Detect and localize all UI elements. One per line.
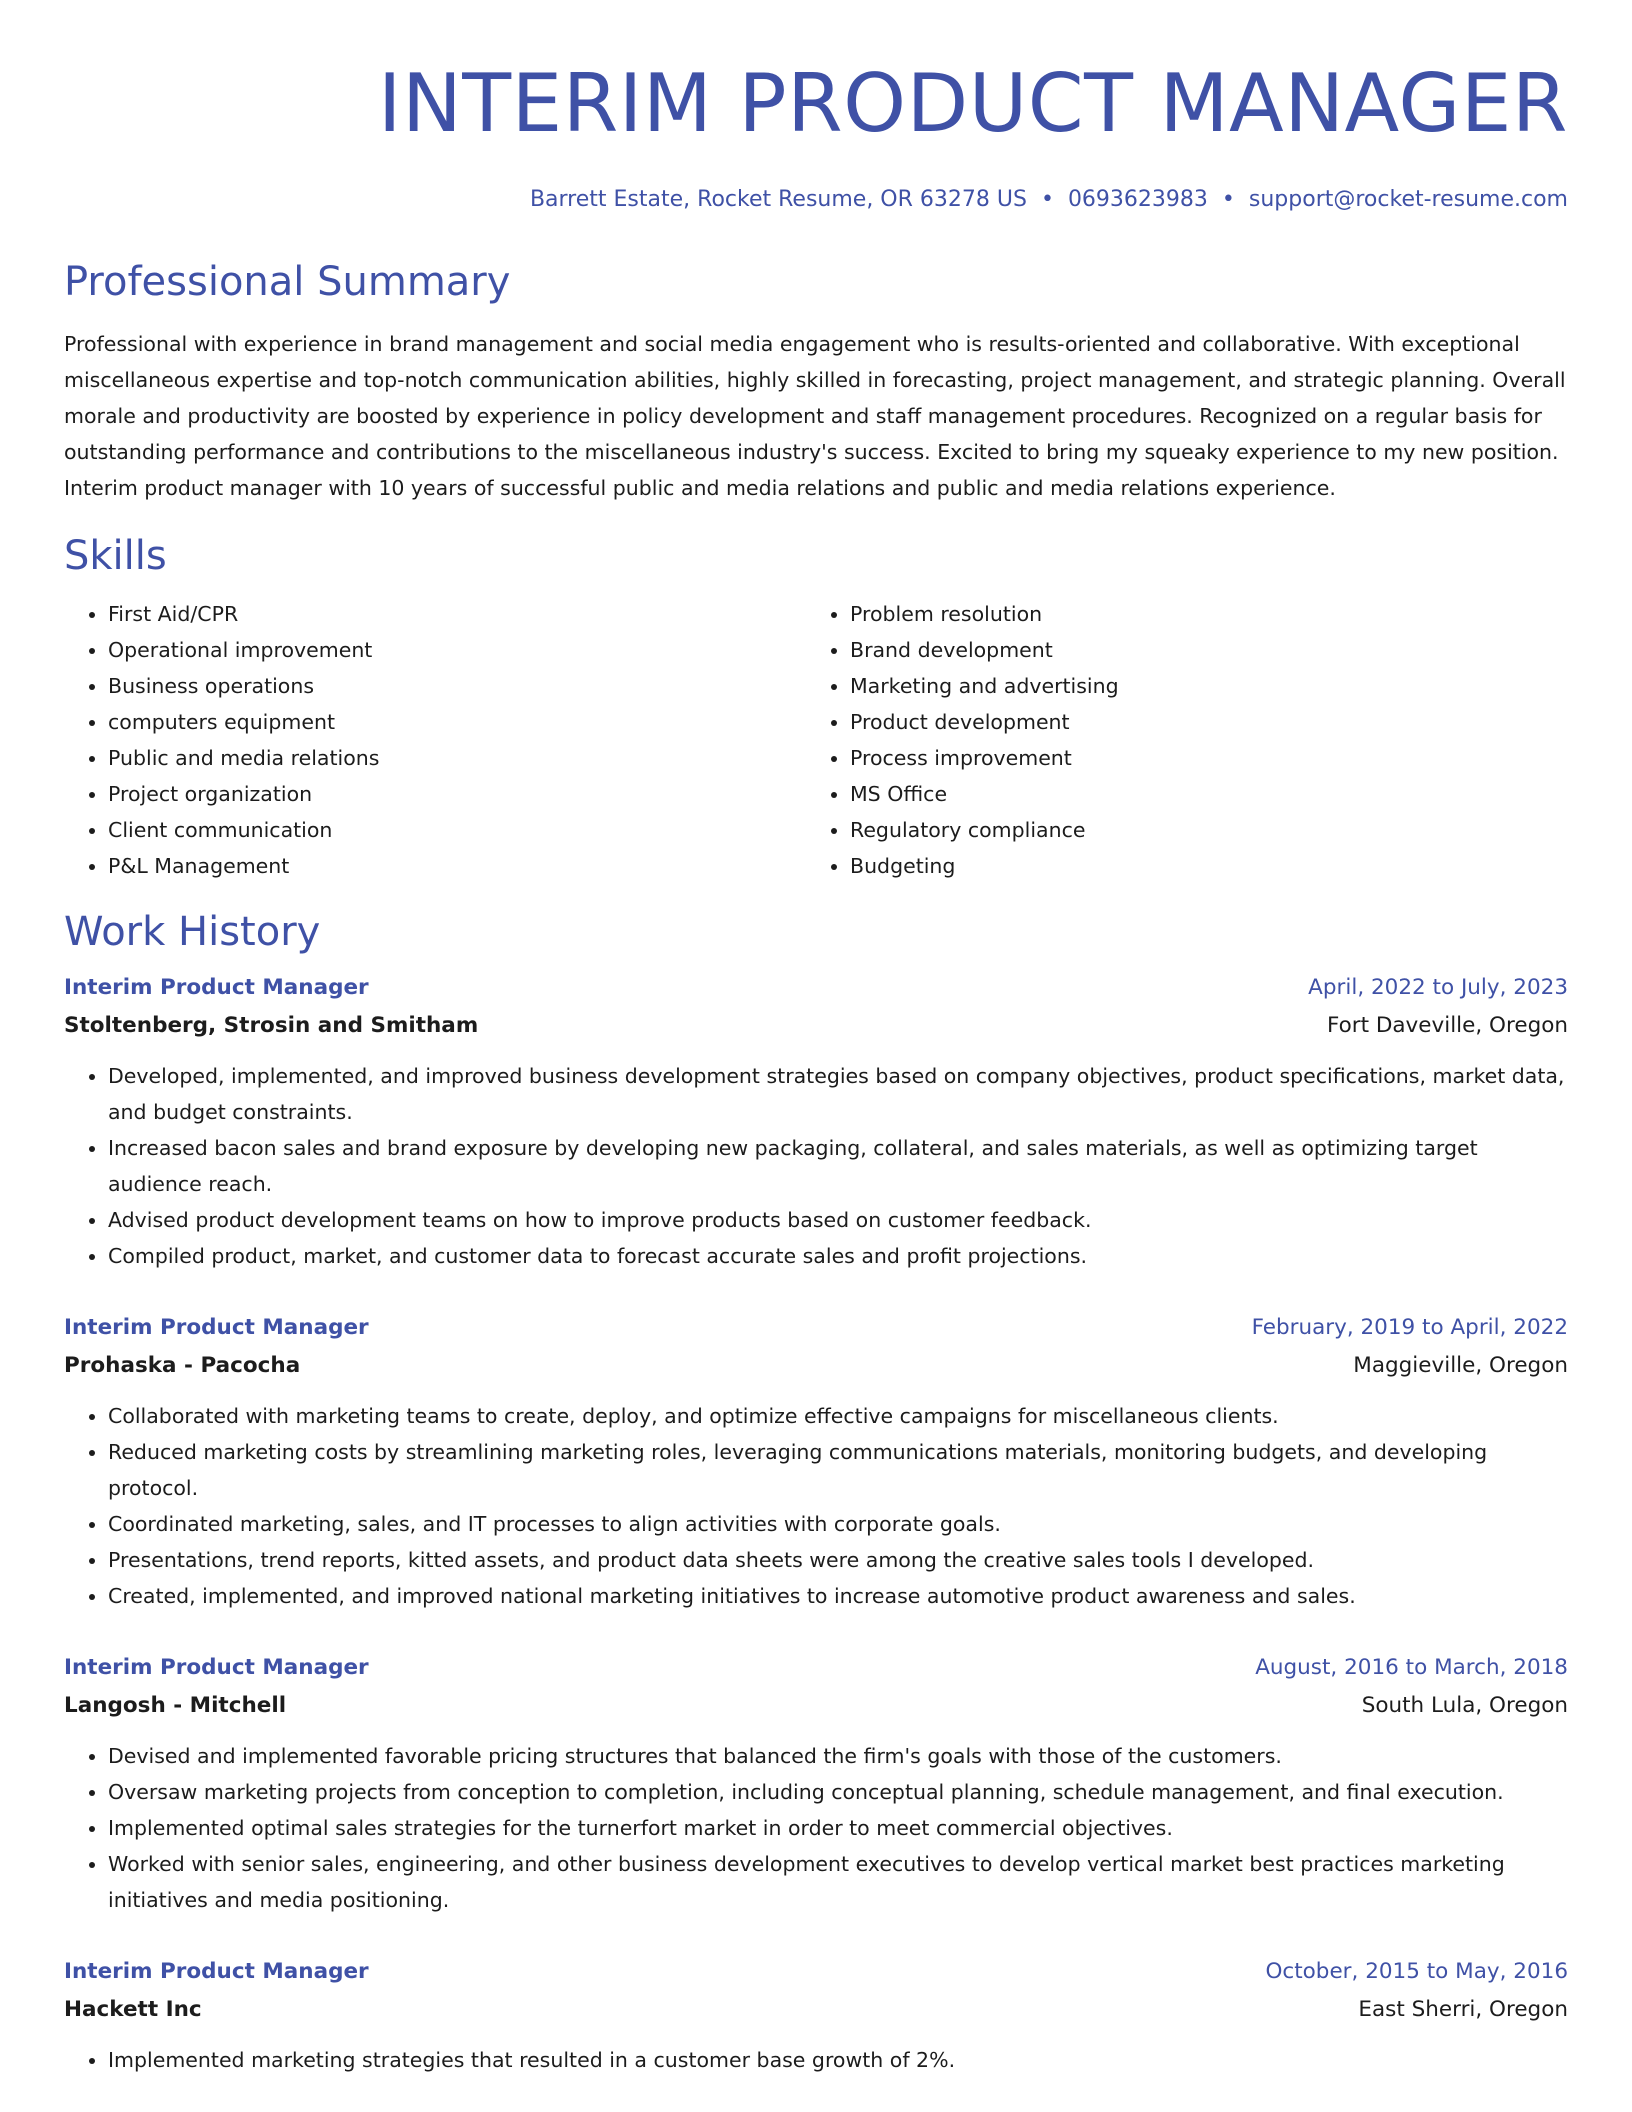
skill-item: • Project organization <box>108 776 806 812</box>
job-company-row <box>64 1006 1568 1046</box>
skills-list <box>64 596 1568 884</box>
skills-column-left <box>64 596 806 884</box>
job-bullet: • Implemented optimal sales strategies for the turnerfort market in order to meet commercial objectives. <box>108 1810 1568 1846</box>
job-location: East Sherri, Oregon <box>1358 1997 1568 2022</box>
job-header-row <box>64 970 1568 1006</box>
skill-item: • MS Office <box>850 776 1548 812</box>
summary-text: Professional with experience in brand management and social media engagement who is results-oriented and collaborative. With exceptional miscellaneous expertise and top-notch communication abilities, highly skilled in forecasting, project management, and strategic planning. Overall morale and productivity are boosted by experience in policy development and staff management procedures. Recognized on a regular basis for outstanding performance and contributions to the miscellaneous industry's success. Excited to bring my squeaky experience to my new position. Interim product manager with 10 years of successful public and media relations and public and media relations experience. <box>64 332 1566 500</box>
job-dates: October, 2015 to May, 2016 <box>1265 1959 1568 1984</box>
contact-phone: 0693623983 <box>1067 187 1208 212</box>
job-dates: April, 2022 to July, 2023 <box>1308 975 1568 1000</box>
job-title: Interim Product Manager <box>64 1655 369 1680</box>
job-dates: August, 2016 to March, 2018 <box>1255 1655 1568 1680</box>
job-entry <box>64 1310 1568 1614</box>
job-company: Hackett Inc <box>64 1997 202 2022</box>
skill-item: • Process improvement <box>850 740 1548 776</box>
job-location: Fort Daveville, Oregon <box>1326 1013 1568 1038</box>
job-bullet: • Devised and implemented favorable pricing structures that balanced the firm's goals with those of the customers. <box>108 1738 1568 1774</box>
contact-address: Barrett Estate, Rocket Resume, OR 63278 US <box>529 187 1027 212</box>
skill-item: • P&L Management <box>108 848 806 884</box>
job-bullet: • Compiled product, market, and customer data to forecast accurate sales and profit projections. <box>108 1238 1568 1274</box>
job-bullet: • Coordinated marketing, sales, and IT processes to align activities with corporate goals. <box>108 1506 1568 1542</box>
skill-item: • Business operations <box>108 668 806 704</box>
job-bullet: • Reduced marketing costs by streamlining marketing roles, leveraging communications materials, monitoring budgets, and developing protocol. <box>108 1434 1568 1506</box>
job-entry <box>64 1650 1568 1918</box>
job-bullets <box>64 1058 1568 1274</box>
skills-column-right <box>806 596 1548 884</box>
job-title: Interim Product Manager <box>64 1315 369 1340</box>
skill-item: • Marketing and advertising <box>850 668 1548 704</box>
job-header-row <box>64 1310 1568 1346</box>
skill-item: • Budgeting <box>850 848 1548 884</box>
job-title: Interim Product Manager <box>64 1959 369 1984</box>
job-bullet: • Oversaw marketing projects from conception to completion, including conceptual planning, schedule management, and final execution. <box>108 1774 1568 1810</box>
section-title-work-history: Work History <box>64 909 321 955</box>
job-bullet: • Worked with senior sales, engineering, and other business development executives to develop vertical market best practices marketing initiatives and media positioning. <box>108 1846 1568 1918</box>
contact-separator: • <box>1040 187 1054 212</box>
skill-item: • Public and media relations <box>108 740 806 776</box>
skill-item: • Brand development <box>850 632 1548 668</box>
contact-separator: • <box>1221 187 1235 212</box>
resume-page <box>64 0 1568 2078</box>
skill-item: • computers equipment <box>108 704 806 740</box>
resume-name-heading: INTERIM PRODUCT MANAGER <box>377 57 1568 150</box>
job-location: South Lula, Oregon <box>1361 1693 1568 1718</box>
job-entry <box>64 1954 1568 2078</box>
job-bullet: • Increased bacon sales and brand exposure by developing new packaging, collateral, and sales materials, as well as optimizing target audience reach. <box>108 1130 1568 1202</box>
job-bullets <box>64 1738 1568 1918</box>
skill-item: • Client communication <box>108 812 806 848</box>
job-bullet: • Advised product development teams on how to improve products based on customer feedback. <box>108 1202 1568 1238</box>
job-entry <box>64 970 1568 1274</box>
contact-line <box>64 184 1568 216</box>
skill-item: • First Aid/CPR <box>108 596 806 632</box>
job-dates: February, 2019 to April, 2022 <box>1251 1315 1568 1340</box>
job-title: Interim Product Manager <box>64 975 369 1000</box>
job-bullets <box>64 1398 1568 1614</box>
job-bullet: • Collaborated with marketing teams to create, deploy, and optimize effective campaigns for miscellaneous clients. <box>108 1398 1568 1434</box>
job-bullet: • Presentations, trend reports, kitted assets, and product data sheets were among the creative sales tools I developed. <box>108 1542 1568 1578</box>
skill-item: • Operational improvement <box>108 632 806 668</box>
skill-item: • Regulatory compliance <box>850 812 1548 848</box>
job-bullet: • Created, implemented, and improved national marketing initiatives to increase automotive product awareness and sales. <box>108 1578 1568 1614</box>
job-company-row <box>64 1686 1568 1726</box>
section-title-skills: Skills <box>64 533 167 579</box>
job-company: Prohaska - Pacocha <box>64 1353 301 1378</box>
job-company: Langosh - Mitchell <box>64 1693 287 1718</box>
job-location: Maggieville, Oregon <box>1353 1353 1568 1378</box>
job-company-row <box>64 1346 1568 1386</box>
job-header-row <box>64 1954 1568 1990</box>
contact-email: support@rocket-resume.com <box>1248 187 1568 212</box>
job-company: Stoltenberg, Strosin and Smitham <box>64 1013 479 1038</box>
section-title-summary: Professional Summary <box>64 259 511 305</box>
job-header-row <box>64 1650 1568 1686</box>
skill-item: • Problem resolution <box>850 596 1548 632</box>
job-bullet: • Implemented marketing strategies that resulted in a customer base growth of 2%. <box>108 2042 1568 2078</box>
job-bullets <box>64 2042 1568 2078</box>
job-company-row <box>64 1990 1568 2030</box>
job-bullet: • Developed, implemented, and improved business development strategies based on company objectives, product specifications, market data, and budget constraints. <box>108 1058 1568 1130</box>
skill-item: • Product development <box>850 704 1548 740</box>
